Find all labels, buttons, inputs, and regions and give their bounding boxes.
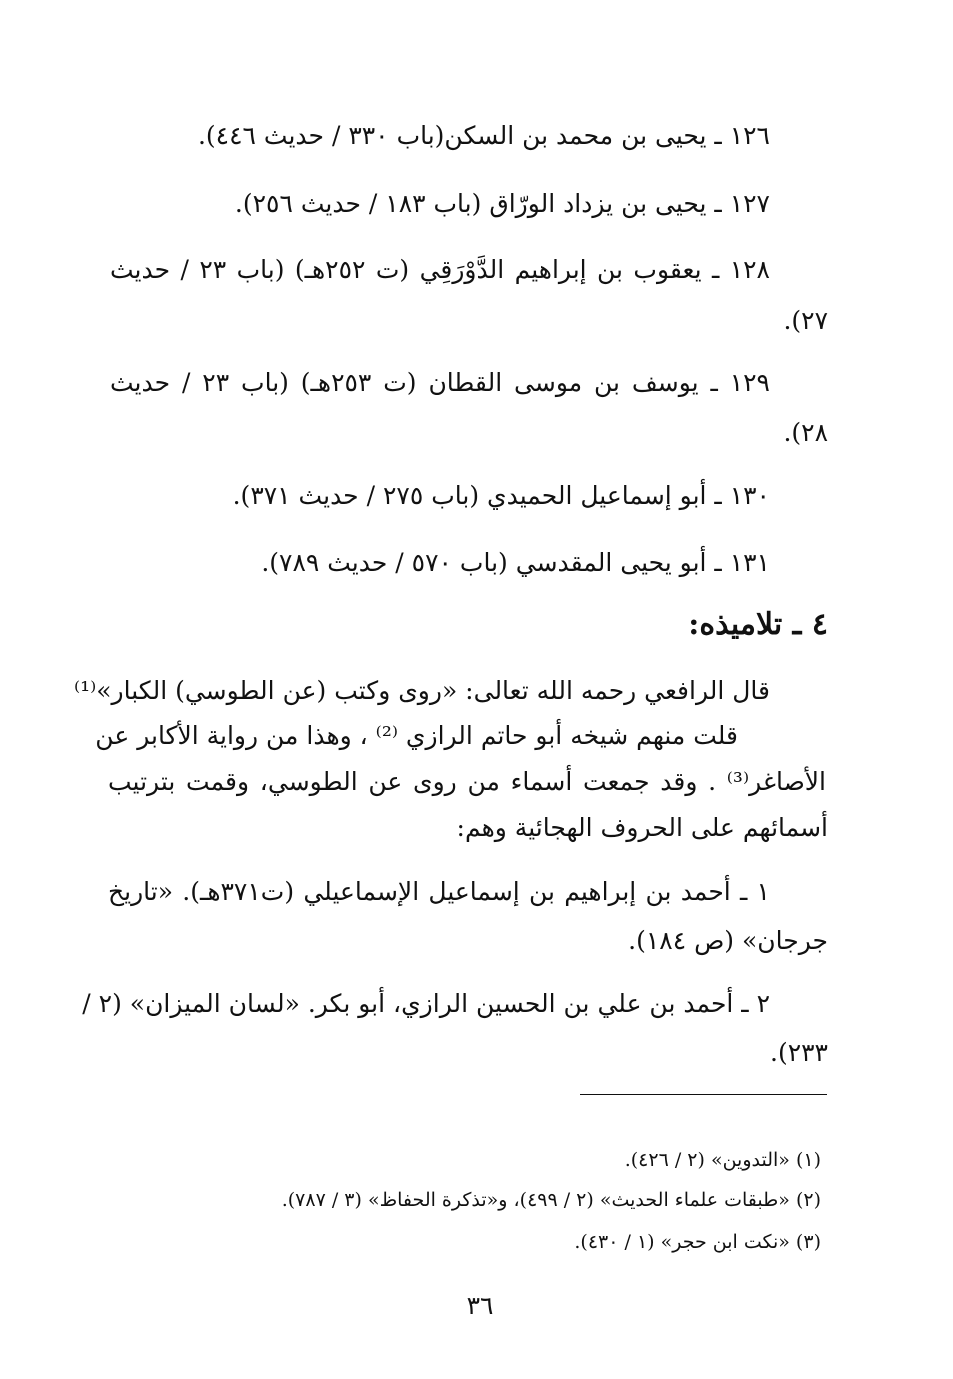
footnote-1: (١) «التدوين» (٢ / ٤٢٦). <box>624 1149 821 1171</box>
footnote-separator <box>580 1094 827 1095</box>
paragraph-line-2: قلت منهم شيخه أبو حاتم الرازي ⁽²⁾ ، وهذا من رواية الأكابر عن <box>95 721 738 750</box>
paragraph-line-4: أسمائهم على الحروف الهجائية وهم: <box>456 813 828 842</box>
page-number: ٣٦ <box>466 1291 494 1320</box>
paragraph-line-3: الأصاغر⁽³⁾ . وقد جمعت أسماء من روى عن الطوسي، وقمت بترتيب <box>108 767 826 796</box>
entry-126: ١٢٦ ـ يحيى بن محمد بن السكن(باب ٣٣٠ / حديث ٤٤٦). <box>197 121 770 150</box>
entry-127: ١٢٧ ـ يحيى بن يزداد الورّاق (باب ١٨٣ / حديث ٢٥٦). <box>234 189 770 218</box>
student-1-line-1: ١ ـ أحمد بن إبراهيم بن إسماعيل الإسماعيلي (ت٣٧١هـ). «تاريخ <box>108 877 770 906</box>
entry-131: ١٣١ ـ أبو يحيى المقدسي (باب ٥٧٠ / حديث ٧٨٩). <box>261 548 770 577</box>
paragraph-line-1: قال الرافعي رحمه الله تعالى: «روى وكتب (عن الطوسي) الكبار»⁽¹⁾ <box>73 676 770 705</box>
student-2-line-2: ٢٣٣). <box>770 1038 828 1067</box>
entry-130: ١٣٠ ـ أبو إسماعيل الحميدي (باب ٢٧٥ / حديث ٣٧١). <box>232 481 770 510</box>
entry-129-line-1: ١٢٩ ـ يوسف بن موسى القطان (ت ٢٥٣هـ) (باب ٢٣ / حديث <box>110 368 770 397</box>
footnote-3: (٣) «نكت ابن حجر» (١ / ٤٣٠). <box>574 1231 821 1253</box>
entry-128-line-1: ١٢٨ ـ يعقوب بن إبراهيم الدَّوْرَقِي (ت ٢٥٢هـ) (باب ٢٣ / حديث <box>110 255 770 284</box>
entry-128-line-2: ٢٧). <box>783 306 828 335</box>
footnote-2: (٢) «طبقات علماء الحديث» (٢ / ٤٩٩)، و«تذكرة الحفاظ» (٣ / ٧٨٧). <box>281 1189 821 1211</box>
entry-129-line-2: ٢٨). <box>783 418 828 447</box>
student-1-line-2: جرجان» (ص ١٨٤). <box>628 926 828 955</box>
student-2-line-1: ٢ ـ أحمد بن علي بن الحسين الرازي، أبو بكر. «لسان الميزان» (٢ / <box>82 989 770 1018</box>
section-heading: ٤ ـ تلاميذه: <box>688 607 828 642</box>
